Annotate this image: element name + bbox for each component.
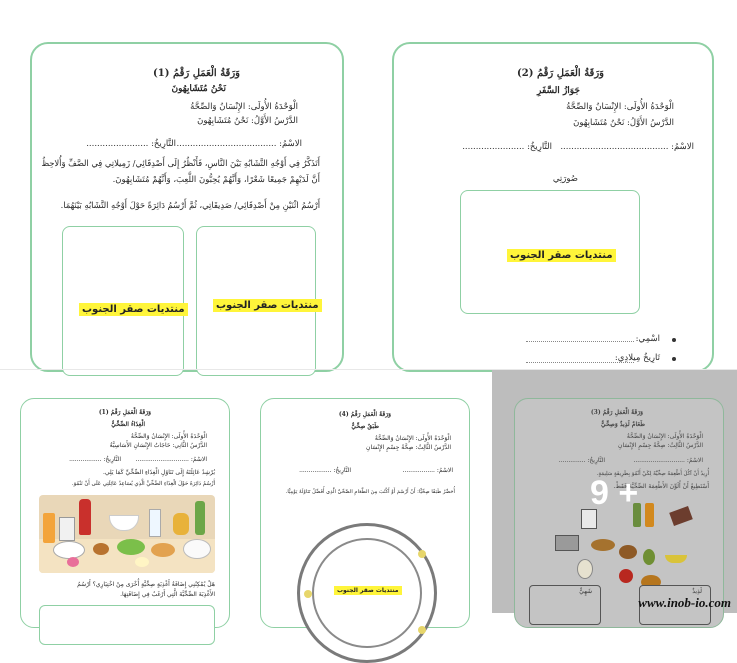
- pineapple-icon: [173, 513, 189, 535]
- egg-icon: [577, 559, 593, 579]
- watermark-label: منتديات صقر الجنوب: [213, 299, 322, 312]
- site-watermark: www.inob-io.com: [638, 595, 731, 610]
- apple-icon: [619, 569, 633, 583]
- name-field[interactable]: اسْمِي:: [635, 334, 660, 344]
- instruction-line: أَنَّ لَدَيْهِمْ جَمِيعًا شَعْرًا، وَأَنَّهُمْ يُحِبُّونَ اللَّعِبَ، وَأَنَّهُمْ مُتَشَابِهُونَ.: [112, 175, 320, 185]
- drawing-box[interactable]: [62, 226, 184, 376]
- carton-icon: [59, 517, 75, 541]
- name-field[interactable]: الاسْمُ: .....................................: [176, 139, 302, 149]
- bread-icon: [151, 543, 175, 557]
- unit-label: الْوَحْدَةُ الأُولَى: الإِنْسَانُ وَالصِّحَّةُ: [566, 102, 674, 112]
- worksheet-title: وَرَقَةُ الْعَمَلِ رَقْمُ (3): [590, 409, 643, 416]
- drawing-box[interactable]: [39, 605, 215, 645]
- name-field[interactable]: الاسْمُ: ............................: [135, 456, 207, 463]
- worksheet-subtitle: الْغِذَاءُ الصِّحِّيُّ: [111, 421, 145, 428]
- instruction-line: أُحَضِّرُ طَبَقًا صِحِّيًّا: أَنْ أَرْسُمَ أَوْ أَكْتُبَ مِنَ الطَّعَامِ الصِّحِّيِّ الَّذِي أُفَضِّلُ تَنَاوُلَهُ يَوْمِيًّا.: [285, 489, 455, 495]
- watermark-label: منتديات صقر الجنوب: [507, 249, 616, 262]
- egg-icon: [135, 557, 149, 567]
- instruction-line: هَلْ يُمْكِنُنِي إِضَافَةُ أَغْذِيَةٍ صِحِّيَّةٍ أُخْرَى مِنْ اخْتِيَارِي؟ أَرْسُمُ: [77, 581, 215, 588]
- birthdate-field[interactable]: تَارِيخُ مِيلادِي:: [614, 353, 660, 363]
- plate-icon: [53, 541, 85, 559]
- plate-inner: [312, 538, 422, 648]
- grapes-icon: [643, 549, 655, 565]
- box-label: شَهِيٌّ: [579, 588, 592, 595]
- lesson-label: الدَّرْسُ الثَّالِثُ: صِحَّةُ جِسْمِ الإِنْسَانِ: [618, 442, 703, 449]
- food-illustration[interactable]: [39, 495, 215, 573]
- date-field[interactable]: التَّارِيخُ: .................: [69, 456, 121, 463]
- salad-icon: [117, 539, 145, 555]
- burger-icon: [619, 545, 637, 559]
- glass-icon: [149, 509, 161, 537]
- worksheet-title: وَرَقَةُ الْعَمَلِ رَقْمُ (4): [338, 411, 391, 418]
- bottle-icon: [195, 501, 205, 535]
- chocolate-icon: [669, 506, 693, 526]
- worksheet-title: وَرَقَةُ الْعَمَلِ رَقْمُ (1): [153, 68, 240, 79]
- watermark-label: منتديات صقر الجنوب: [79, 303, 188, 316]
- photo-label: صُورَتِي: [552, 174, 578, 184]
- worksheet-card-4[interactable]: [260, 398, 470, 628]
- photo-box[interactable]: [460, 190, 640, 314]
- name-field[interactable]: الاسْمُ: ........................................: [560, 142, 694, 152]
- date-field[interactable]: التَّارِيخُ: .......................: [86, 139, 176, 149]
- burger-icon: [93, 543, 109, 555]
- instruction-line: أَسْتَطِيعُ أَنْ أُلَوِّنَ الأَطْعِمَةَ الصِّحِّيَّةَ فَقَطْ.: [613, 483, 709, 490]
- flower-icon: [304, 590, 312, 598]
- bullet-icon: [672, 357, 676, 361]
- unit-label: الْوَحْدَةُ الأُولَى: الإِنْسَانُ وَالصِّحَّةُ: [190, 102, 298, 112]
- watermark-label: منتديات صقر الجنوب: [334, 586, 402, 595]
- dotted-line: [526, 341, 634, 342]
- juice-icon: [43, 513, 55, 543]
- lesson-label: الدَّرْسُ الثَّالِثُ: صِحَّةُ جِسْمِ الإِنْسَانِ: [366, 444, 451, 451]
- worksheet-title: وَرَقَةُ الْعَمَلِ رَقْمُ (1): [98, 409, 151, 416]
- flower-icon: [418, 626, 426, 634]
- flower-icon: [418, 550, 426, 558]
- banana-icon: [665, 555, 687, 563]
- box-label: لَذِيذٌ: [692, 588, 702, 595]
- unit-label: الْوَحْدَةُ الأُولَى: الإِنْسَانُ وَالصِّحَّةُ: [130, 433, 207, 440]
- worksheet-title: وَرَقَةُ الْعَمَلِ رَقْمُ (2): [517, 68, 604, 79]
- unit-label: الْوَحْدَةُ الأُولَى: الإِنْسَانُ وَالصِّحَّةُ: [626, 433, 703, 440]
- more-images-tile[interactable]: [492, 370, 737, 613]
- date-field[interactable]: التَّارِيخُ: .................: [299, 467, 351, 474]
- worksheet-subtitle: طَبَقٌ صِحِّيٌّ: [351, 423, 379, 430]
- instruction-line: أُرِيدُ أَنْ آكُلَ أَطْعِمَةً صِحِّيَّةً لِكَيْ أَنْمُوَ بِطَرِيقَةٍ سَلِيمَةٍ.: [596, 471, 709, 477]
- bread-icon: [591, 539, 615, 551]
- worksheet-subtitle: طَعَامٌ لَذِيذٌ وَصِحِّيٌّ: [600, 421, 645, 428]
- name-field[interactable]: الاسْمُ: .................: [402, 467, 453, 474]
- instruction-line: أَرْسُمُ اثْنَيْنِ مِنْ أَصْدِقَائِي/ صَدِيقَاتِي، ثُمَّ أَرْسُمُ دَائِرَةً حَوْلَ أَوْجُهِ التَّشَابُهِ بَيْنَهُمَا.: [60, 200, 320, 210]
- bowl-icon: [109, 515, 139, 531]
- worksheet-card-3[interactable]: [20, 398, 230, 628]
- lesson-label: الدَّرْسُ الأَوَّلُ: نَحْنُ مُتَشَابِهُونَ: [197, 116, 298, 126]
- plate-outer[interactable]: [297, 523, 437, 663]
- lesson-label: الدَّرْسُ الثَّانِي: حَاجَاتُ الإِنْسَانِ الأَسَاسِيَّةُ: [109, 442, 207, 449]
- worksheet-subtitle: نَحْنُ مُتَشَابِهُونَ: [171, 84, 226, 94]
- instruction-line: يُرْشِدُ عَائِلَتَهُ إِلَى تَنَاوُلِ الْغِذَاءِ الصِّحِّيِّ كَمَا يَلِي.: [103, 469, 215, 476]
- rice-icon: [183, 539, 211, 559]
- lesson-label: الدَّرْسُ الأَوَّلُ: نَحْنُ مُتَشَابِهُونَ: [573, 118, 674, 128]
- worksheet-subtitle: جَوَازُ السَّفَرِ: [537, 86, 580, 96]
- date-field[interactable]: التَّارِيخُ: .......................: [462, 142, 552, 152]
- juice-icon: [645, 503, 654, 527]
- worksheet-card-2[interactable]: [392, 42, 714, 372]
- bullet-icon: [672, 338, 676, 342]
- bottle-icon: [79, 499, 91, 535]
- cupcake-icon: [67, 557, 79, 567]
- instruction-line: أَتَذَكَّرُ فِي أَوْجُهِ التَّشَابُهِ بَيْنَ النَّاسِ، فَأَنْظُرُ إِلَى أَصْدِقَائِي/ زَمِيلاتِي فِي الصَّفِّ وَأُلاحِظُ: [41, 158, 320, 168]
- more-count-label[interactable]: 9 +: [590, 474, 639, 512]
- answer-box: [529, 585, 601, 625]
- name-field: الاسْمُ: ...........................: [633, 457, 703, 464]
- unit-label: الْوَحْدَةُ الأُولَى: الإِنْسَانُ وَالصِّحَّةُ: [374, 435, 451, 442]
- drawing-box[interactable]: [196, 226, 319, 376]
- instruction-line: الأَغْذِيَةَ الصِّحِّيَّةَ الَّتِي أَرْغَبُ فِي إِضَافَتِهَا.: [120, 591, 215, 598]
- worksheet-card-1[interactable]: [30, 42, 344, 372]
- worksheet-card-5: [514, 398, 724, 628]
- date-field: التَّارِيخُ: ..............: [558, 457, 605, 464]
- instruction-line: أَرْسُمُ دَائِرَةً حَوْلَ الْغِذَاءِ الصِّحِّيِّ الَّذِي يُسَاعِدُ عَائِلَتِي عَلَى أَنْ تَنْمُوَ.: [71, 481, 215, 487]
- box-icon: [555, 535, 579, 551]
